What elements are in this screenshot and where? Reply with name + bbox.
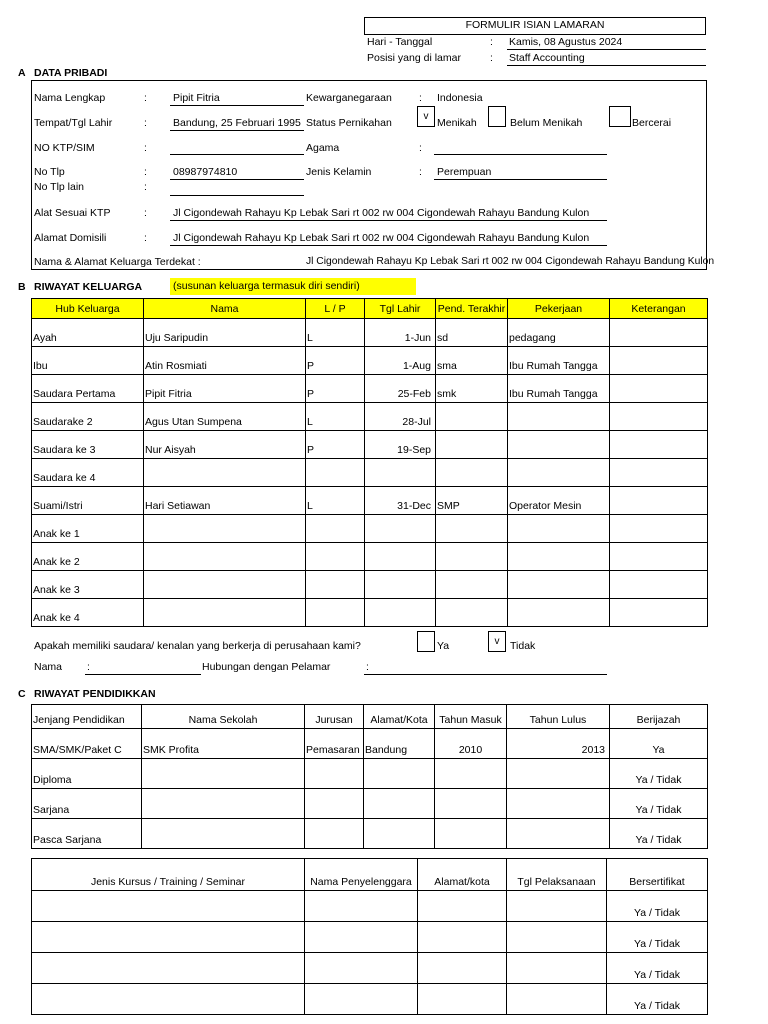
family-cell[interactable]: sma (436, 347, 508, 375)
family-cell[interactable] (610, 347, 708, 375)
family-cell[interactable]: 19-Sep (365, 431, 436, 459)
relation-yes-checkbox[interactable] (417, 631, 435, 652)
ktp-label: NO KTP/SIM (34, 142, 95, 154)
course-cell[interactable]: Ya / Tidak (607, 891, 708, 922)
date-value[interactable]: Kamis, 08 Agustus 2024 (509, 36, 623, 48)
family-cell[interactable] (508, 515, 610, 543)
education-cell[interactable] (305, 819, 364, 849)
family-cell: Ibu (32, 347, 144, 375)
family-cell[interactable] (365, 571, 436, 599)
family-cell[interactable] (436, 431, 508, 459)
relation-type-label: Hubungan dengan Pelamar (202, 661, 331, 673)
table-row (32, 789, 708, 819)
family-cell[interactable] (436, 543, 508, 571)
family-cell[interactable]: Ibu Rumah Tangga (508, 375, 610, 403)
family-cell[interactable] (365, 459, 436, 487)
table-row (32, 571, 708, 599)
family-header-row (32, 299, 708, 319)
family-cell[interactable]: Hari Setiawan (144, 487, 306, 515)
family-cell[interactable] (436, 571, 508, 599)
family-cell[interactable] (144, 599, 306, 627)
education-cell[interactable]: Ya / Tidak (610, 759, 708, 789)
family-cell[interactable] (436, 459, 508, 487)
family-cell[interactable] (508, 403, 610, 431)
course-cell[interactable] (32, 891, 305, 922)
family-cell[interactable] (610, 375, 708, 403)
course-cell[interactable] (32, 953, 305, 984)
family-cell[interactable] (610, 599, 708, 627)
table-row (32, 403, 708, 431)
family-cell[interactable] (436, 403, 508, 431)
birth-label: Tempat/Tgl Lahir (34, 117, 113, 129)
family-cell: Saudara Pertama (32, 375, 144, 403)
education-cell: Sarjana (32, 789, 142, 819)
education-cell[interactable]: Ya (610, 729, 708, 759)
course-header-cell: Jenis Kursus / Training / Seminar (32, 859, 305, 891)
education-header-cell: Alamat/Kota (364, 705, 435, 729)
family-cell[interactable]: Agus Utan Sumpena (144, 403, 306, 431)
marital-divorced-checkbox[interactable] (609, 106, 631, 127)
course-header-cell: Bersertifikat (607, 859, 708, 891)
education-cell[interactable] (142, 819, 305, 849)
family-cell[interactable] (508, 599, 610, 627)
marital-married-label: Menikah (437, 117, 477, 129)
education-cell[interactable]: SMK Profita (142, 729, 305, 759)
course-cell[interactable]: Ya / Tidak (607, 953, 708, 984)
education-cell[interactable] (507, 759, 610, 789)
position-value[interactable]: Staff Accounting (509, 52, 585, 64)
family-cell: Suami/Istri (32, 487, 144, 515)
education-header-cell: Jenjang Pendidikan (32, 705, 142, 729)
education-cell[interactable]: Bandung (364, 729, 435, 759)
family-cell: Anak ke 2 (32, 543, 144, 571)
family-cell[interactable] (144, 515, 306, 543)
table-row (32, 543, 708, 571)
family-cell[interactable] (306, 515, 365, 543)
education-header-row (32, 705, 708, 729)
course-header-cell: Nama Penyelenggara (305, 859, 418, 891)
course-cell[interactable] (305, 922, 418, 953)
relation-no-checkbox[interactable]: v (488, 631, 506, 652)
family-cell[interactable] (610, 571, 708, 599)
family-cell: Anak ke 1 (32, 515, 144, 543)
education-cell[interactable] (142, 789, 305, 819)
form-title: FORMULIR ISIAN LAMARAN (465, 19, 605, 31)
table-row (32, 891, 708, 922)
course-cell[interactable] (32, 984, 305, 1015)
section-b-letter: B (18, 281, 26, 293)
ktp-address-value[interactable]: Jl Cigondewah Rahayu Kp Lebak Sari rt 002 rw 004 Cigondewah Rahayu Bandung Kulon (173, 207, 590, 219)
family-cell[interactable] (436, 599, 508, 627)
family-cell: Anak ke 4 (32, 599, 144, 627)
date-colon: : (490, 36, 493, 48)
course-cell[interactable] (305, 953, 418, 984)
table-row (32, 922, 708, 953)
family-cell[interactable]: 1-Jun (365, 319, 436, 347)
education-header-cell: Tahun Masuk (435, 705, 507, 729)
section-a-title: DATA PRIBADI (34, 67, 108, 79)
date-label: Hari - Tanggal (367, 36, 433, 48)
family-cell: Anak ke 3 (32, 571, 144, 599)
family-cell[interactable]: Ibu Rumah Tangga (508, 347, 610, 375)
table-row (32, 431, 708, 459)
family-header-cell: Nama (144, 299, 306, 319)
family-cell[interactable]: 25-Feb (365, 375, 436, 403)
marital-single-checkbox[interactable] (488, 106, 506, 127)
marital-married-checkbox[interactable]: v (417, 106, 435, 127)
family-cell[interactable] (610, 403, 708, 431)
relation-question: Apakah memiliki saudara/ kenalan yang berkerja di perusahaan kami? (34, 640, 361, 652)
family-cell: Saudarake 2 (32, 403, 144, 431)
family-cell[interactable] (144, 459, 306, 487)
family-cell[interactable]: P (306, 431, 365, 459)
course-header-cell: Tgl Pelaksanaan (507, 859, 607, 891)
education-cell[interactable]: 2010 (435, 729, 507, 759)
table-row (32, 459, 708, 487)
family-cell[interactable]: 28-Jul (365, 403, 436, 431)
citizenship-value[interactable]: Indonesia (437, 92, 483, 104)
table-row (32, 984, 708, 1015)
education-cell[interactable] (435, 819, 507, 849)
education-header-cell: Berijazah (610, 705, 708, 729)
relation-type-field[interactable] (364, 674, 607, 675)
family-cell: Saudara ke 4 (32, 459, 144, 487)
table-row (32, 599, 708, 627)
education-cell[interactable] (364, 819, 435, 849)
family-cell[interactable] (306, 599, 365, 627)
course-cell[interactable] (507, 922, 607, 953)
family-cell[interactable] (508, 431, 610, 459)
table-row (32, 953, 708, 984)
course-cell[interactable] (418, 891, 507, 922)
family-cell[interactable]: L (306, 319, 365, 347)
family-header-cell: Hub Keluarga (32, 299, 144, 319)
domicile-label: Alamat Domisili (34, 232, 107, 244)
course-header-cell: Alamat/kota (418, 859, 507, 891)
family-cell[interactable]: Operator Mesin (508, 487, 610, 515)
education-cell[interactable] (305, 789, 364, 819)
table-row (32, 819, 708, 849)
course-cell[interactable]: Ya / Tidak (607, 922, 708, 953)
marital-single-label: Belum Menikah (510, 117, 583, 129)
course-cell[interactable] (418, 922, 507, 953)
education-cell[interactable] (435, 759, 507, 789)
education-cell[interactable] (142, 759, 305, 789)
religion-field[interactable] (434, 154, 607, 155)
education-header-cell: Jurusan (305, 705, 364, 729)
education-cell[interactable] (507, 819, 610, 849)
family-cell[interactable] (144, 543, 306, 571)
marital-divorced-label: Bercerai (632, 117, 672, 129)
family-cell[interactable]: smk (436, 375, 508, 403)
course-cell[interactable]: Ya / Tidak (607, 984, 708, 1015)
table-row (32, 347, 708, 375)
table-row (32, 729, 708, 759)
family-cell[interactable] (508, 571, 610, 599)
education-cell[interactable] (435, 789, 507, 819)
education-cell[interactable] (305, 759, 364, 789)
course-cell[interactable] (507, 984, 607, 1015)
education-cell[interactable]: Ya / Tidak (610, 789, 708, 819)
family-header-cell: L / P (306, 299, 365, 319)
course-cell[interactable] (305, 891, 418, 922)
family-cell[interactable] (365, 543, 436, 571)
phone-value[interactable]: 08987974810 (173, 166, 238, 178)
family-cell[interactable]: sd (436, 319, 508, 347)
course-cell[interactable] (32, 922, 305, 953)
family-cell[interactable]: Pipit Fitria (144, 375, 306, 403)
ktp-address-label: Alat Sesuai KTP (34, 207, 111, 219)
education-cell[interactable]: Pemasaran (305, 729, 364, 759)
course-cell[interactable] (418, 984, 507, 1015)
phone-label: No Tlp (34, 166, 65, 178)
table-row (32, 515, 708, 543)
education-table (31, 704, 708, 849)
education-header-cell: Tahun Lulus (507, 705, 610, 729)
table-row (32, 375, 708, 403)
name-label: Nama Lengkap (34, 92, 106, 104)
family-cell[interactable]: L (306, 403, 365, 431)
course-cell[interactable] (507, 953, 607, 984)
education-header-cell: Nama Sekolah (142, 705, 305, 729)
ktp-field[interactable] (170, 154, 304, 155)
family-header-cell: Keterangan (610, 299, 708, 319)
family-table (31, 298, 708, 627)
marital-label: Status Pernikahan (306, 117, 392, 129)
family-cell[interactable] (610, 515, 708, 543)
family-cell[interactable] (508, 543, 610, 571)
religion-label: Agama (306, 142, 340, 154)
section-c-letter: C (18, 688, 26, 700)
phone2-field[interactable] (170, 195, 304, 196)
family-cell[interactable] (508, 459, 610, 487)
position-colon: : (490, 52, 493, 64)
family-cell[interactable]: Uju Saripudin (144, 319, 306, 347)
phone2-label: No Tlp lain (34, 181, 84, 193)
education-cell[interactable] (364, 789, 435, 819)
education-cell: Pasca Sarjana (32, 819, 142, 849)
family-cell[interactable]: 31-Dec (365, 487, 436, 515)
domicile-value[interactable]: Jl Cigondewah Rahayu Kp Lebak Sari rt 002 rw 004 Cigondewah Rahayu Bandung Kulon (173, 232, 590, 244)
section-b-title: RIWAYAT KELUARGA (34, 281, 143, 293)
education-cell[interactable]: Ya / Tidak (610, 819, 708, 849)
relative-label: Nama & Alamat Keluarga Terdekat : (34, 256, 201, 268)
section-a-letter: A (18, 67, 26, 79)
family-cell[interactable]: SMP (436, 487, 508, 515)
family-cell: Ayah (32, 319, 144, 347)
family-cell[interactable] (610, 543, 708, 571)
position-label: Posisi yang di lamar (367, 52, 461, 64)
relation-name-label: Nama (34, 661, 63, 673)
family-cell[interactable]: 1-Aug (365, 347, 436, 375)
education-cell[interactable]: 2013 (507, 729, 610, 759)
family-cell[interactable]: pedagang (508, 319, 610, 347)
family-cell[interactable]: L (306, 487, 365, 515)
family-cell[interactable] (306, 543, 365, 571)
table-row (32, 759, 708, 789)
family-cell[interactable]: P (306, 347, 365, 375)
relation-name-field[interactable] (85, 674, 201, 675)
family-cell[interactable] (610, 319, 708, 347)
family-cell[interactable] (365, 515, 436, 543)
family-header-cell: Pend. Terakhir (436, 299, 508, 319)
section-b-note: (susunan keluarga termasuk diri sendiri) (170, 278, 416, 295)
table-row (32, 319, 708, 347)
family-cell[interactable] (436, 515, 508, 543)
relation-no-label: Tidak (510, 640, 536, 652)
course-header-row (32, 859, 708, 891)
family-cell[interactable]: P (306, 375, 365, 403)
education-cell[interactable] (507, 789, 610, 819)
course-cell[interactable] (507, 891, 607, 922)
course-cell[interactable] (305, 984, 418, 1015)
family-cell[interactable] (306, 571, 365, 599)
family-cell[interactable] (306, 459, 365, 487)
family-cell[interactable] (610, 459, 708, 487)
citizenship-label: Kewarganegaraan (306, 92, 392, 104)
course-table (31, 858, 708, 1015)
name-value[interactable]: Pipit Fitria (173, 92, 220, 104)
family-cell[interactable]: Atin Rosmiati (144, 347, 306, 375)
family-header-cell: Tgl Lahir (365, 299, 436, 319)
birth-value[interactable]: Bandung, 25 Februari 1995 (173, 117, 301, 129)
relation-yes-label: Ya (437, 640, 450, 652)
relative-value[interactable]: Jl Cigondewah Rahayu Kp Lebak Sari rt 002 rw 004 Cigondewah Rahayu Bandung Kulon (306, 256, 715, 267)
gender-value[interactable]: Perempuan (437, 166, 492, 178)
education-cell[interactable] (364, 759, 435, 789)
section-c-title: RIWAYAT PENDIDIKKAN (34, 688, 156, 700)
family-cell: Saudara ke 3 (32, 431, 144, 459)
family-header-cell: Pekerjaan (508, 299, 610, 319)
course-cell[interactable] (418, 953, 507, 984)
education-cell: SMA/SMK/Paket C (32, 729, 142, 759)
table-row (32, 487, 708, 515)
gender-label: Jenis Kelamin (306, 166, 372, 178)
family-cell[interactable] (144, 571, 306, 599)
family-cell[interactable] (610, 487, 708, 515)
family-cell[interactable] (365, 599, 436, 627)
family-cell[interactable]: Nur Aisyah (144, 431, 306, 459)
education-cell: Diploma (32, 759, 142, 789)
family-cell[interactable] (610, 431, 708, 459)
